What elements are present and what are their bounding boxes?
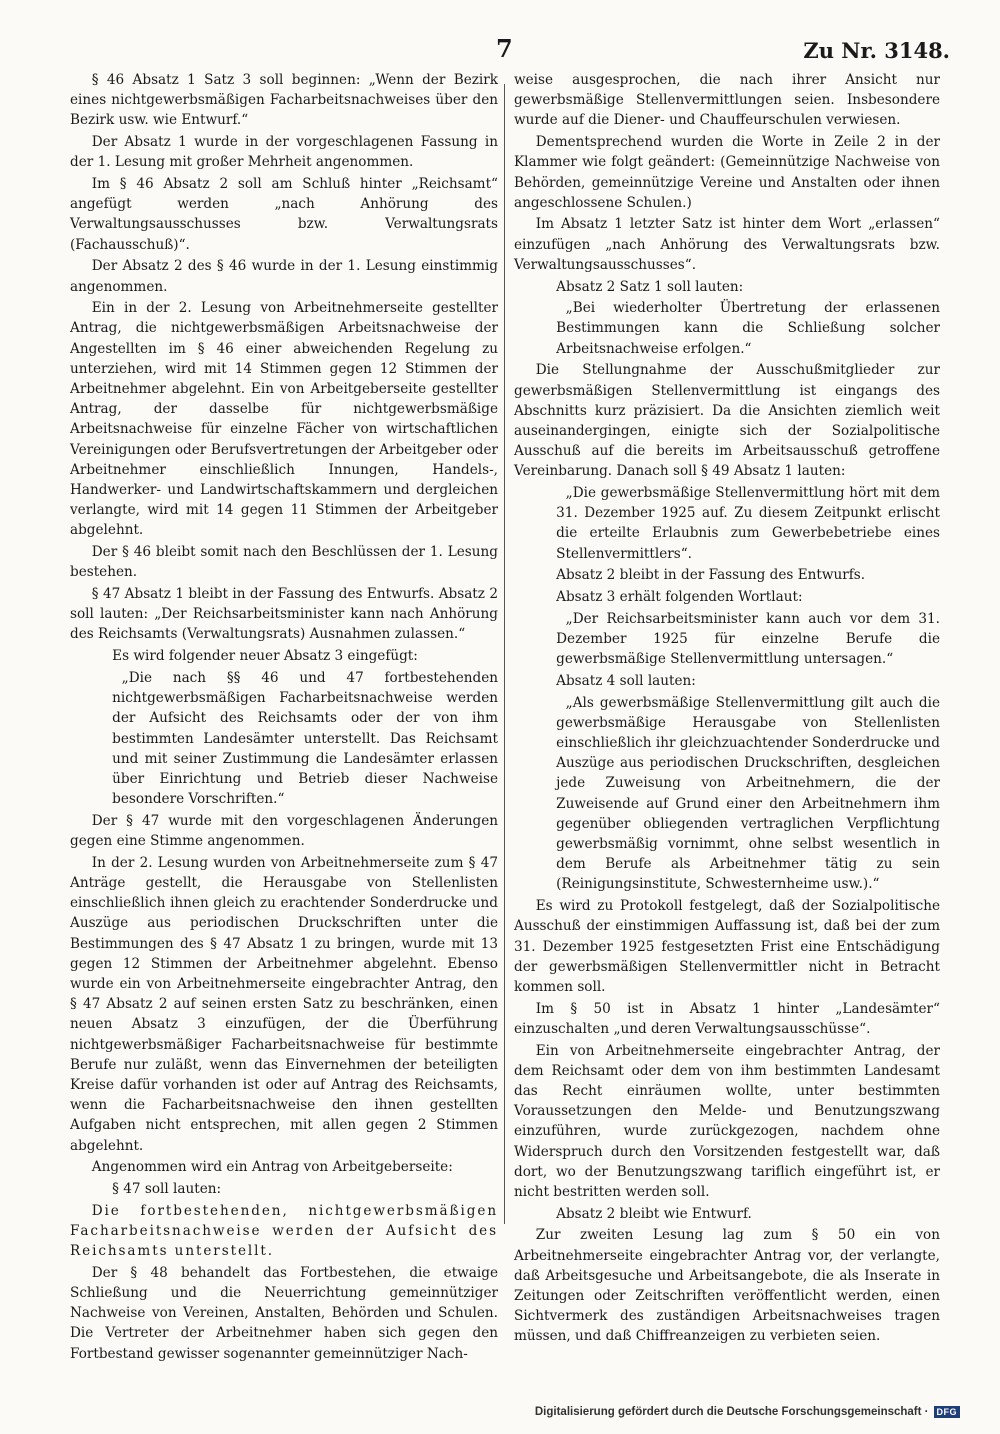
paragraph: Im § 46 Absatz 2 soll am Schluß hinter „Reichsamt“ angefügt werden „nach Anhörung des Verwaltungsausschusses bzw. Verwaltungsrats (Fachausschuß)“.	[70, 176, 498, 253]
credit-text: Digitalisierung gefördert durch die Deutsche Forschungsgemeinschaft ·	[534, 1406, 929, 1418]
paragraph: § 46 Absatz 1 Satz 3 soll beginnen: „Wenn der Bezirk eines nichtgewerbsmäßigen Facharbeitsnachweises über den Bezirk usw. wie Entwurf.“	[70, 72, 498, 129]
dfg-logo: DFG	[934, 1406, 961, 1418]
paragraph: Im Absatz 1 letzter Satz ist hinter dem Wort „erlassen“ einzufügen „nach Anhörung des Verwaltungsrats bzw. Verwaltungsausschusses“.	[514, 216, 940, 273]
paragraph: § 47 Absatz 1 bleibt in der Fassung des Entwurfs. Absatz 2 soll lauten: „Der Reichsarbeitsminister kann nach Anhörung des Reichsamts (Verwaltungsrats) Ausnahmen zulassen.“	[70, 586, 498, 643]
paragraph: Es wird folgender neuer Absatz 3 eingefügt:	[112, 648, 418, 665]
right-column	[514, 70, 940, 1348]
paragraph: Der Absatz 1 wurde in der vorgeschlagenen Fassung in der 1. Lesung mit großer Mehrheit angenommen.	[70, 134, 498, 171]
digitization-credit	[535, 1406, 960, 1418]
quoted-paragraph: „Als gewerbsmäßige Stellenvermittlung gilt auch die gewerbsmäßige Herausgabe von Stellenlisten einschließlich ihr gleichzuachtender Sonderdrucke und Auszüge aus periodischen Druckschriften, desgleichen jede Zuweisung von Arbeitnehmern, die der Zuweisende auf Grund einer den Arbeitnehmern ihm gegenüber obliegenden vertraglichen Verpflichtung gewerbsmäßig vornimmt, ohne selbst wesentlich in dem Berufe als Arbeitnehmer tätig zu sein (Reinigungsinstitute, Schwesternheime usw.).“	[556, 694, 940, 893]
paragraph: Der § 48 behandelt das Fortbestehen, die etwaige Schließung und die Neuerrichtung gemeinnütziger Nachweise von Vereinen, Anstalten, Behörden und Schulen. Die Vertreter der Arbeitnehmer haben sich gegen den Fortbestand gewisser sogenannter gemeinnütziger Nach-	[70, 1264, 498, 1362]
left-column	[70, 70, 498, 1365]
paragraph: Der Absatz 2 des § 46 wurde in der 1. Lesung einstimmig angenommen.	[70, 258, 498, 295]
spaced-paragraph: Die fortbestehenden, nichtgewerbsmäßigen Facharbeitsnachweise werden der Aufsicht des Reichsamts unterstellt.	[70, 1202, 498, 1260]
paragraph: Es wird zu Protokoll festgelegt, daß der Sozialpolitische Ausschuß der einstimmigen Auffassung ist, daß bei der zum 31. Dezember 1925 festgesetzten Frist eine Entschädigung der gewerbsmäßigen Stellenvermittler nicht in Betracht kommen soll.	[514, 898, 940, 995]
paragraph: Absatz 3 erhält folgenden Wortlaut:	[556, 589, 803, 606]
page-number: 7	[496, 34, 513, 63]
paragraph: weise ausgesprochen, die nach ihrer Ansicht nur gewerbsmäßige Stellenvermittlungen seien. Insbesondere wurde auf die Diener- und Chauffeurschulen verwiesen.	[514, 72, 940, 129]
quoted-paragraph: „Der Reichsarbeitsminister kann auch vor dem 31. Dezember 1925 für einzelne Berufe die gewerbsmäßige Stellenvermittlung untersagen.“	[556, 610, 940, 668]
paragraph: Der § 47 wurde mit den vorgeschlagenen Änderungen gegen eine Stimme angenommen.	[70, 812, 498, 850]
quoted-paragraph: „Die gewerbsmäßige Stellenvermittlung hört mit dem 31. Dezember 1925 auf. Zu diesem Zeitpunkt erlischt die erteilte Erlaubnis zum Gewerbebetriebe eines Stellenvermittlers“.	[556, 485, 940, 562]
column-divider	[504, 84, 505, 1224]
paragraph: Dementsprechend wurden die Worte in Zeile 2 in der Klammer wie folgt geändert: (Gemeinnützige Nachweise von Behörden, gemeinnützige Vereine und Anstalten oder ihnen angeschlossene Schulen.)	[514, 134, 940, 211]
paragraph: Absatz 2 bleibt in der Fassung des Entwurfs.	[556, 567, 866, 584]
paragraph: In der 2. Lesung wurden von Arbeitnehmerseite zum § 47 Anträge gestellt, die Herausgabe von Stellenlisten einschließlich ihnen gleich zu erachtender Sonderdrucke und Auszüge aus periodischen Druckschriften unter die Bestimmungen des § 47 Absatz 1 zu bringen, wurde mit 13 gegen 12 Stimmen der Arbeitnehmer abgelehnt. Ebenso wurde ein von Arbeitnehmerseite eingebrachter Antrag, den § 47 Absatz 2 auf seinen ersten Satz zu beschränken, einen neuen Absatz 3 einzufügen, der die Überführung nichtgewerbsmäßiger Facharbeitsnachweise für bestimmte Berufe nur zuläßt, wenn das Einvernehmen der beteiligten Kreise dafür vorhanden ist oder auf Antrag des Reichsamts, wenn die Facharbeitsnachweise den ihnen gestellten Aufgaben nicht entsprechen, mit allen gegen 2 Stimmen abgelehnt.	[70, 854, 498, 1154]
paragraph: Absatz 2 Satz 1 soll lauten:	[556, 278, 744, 295]
document-reference: Zu Nr. 3148.	[803, 38, 950, 63]
paragraph: Die Stellungnahme der Ausschußmitglieder zur gewerbsmäßigen Stellenvermittlung ist eingangs des Abschnitts kurz präzisiert. Da die Ansichten ziemlich weit auseinandergingen, einigte sich der Sozialpolitische Ausschuß auf die bereits im Arbeitsausschuß getroffene Vereinbarung. Danach soll § 49 Absatz 1 lauten:	[514, 362, 940, 480]
paragraph: Ein von Arbeitnehmerseite eingebrachter Antrag, der dem Reichsamt oder dem von ihm bestimmten Landesamt das Recht einräumen wollte, unter bestimmten Voraussetzungen den Melde- und Benutzungszwang einzuführen, wurde zurückgezogen, nachdem ohne Widerspruch durch den Vorsitzenden festgestellt war, daß dort, wo der Benutzungszwang tariflich eingeführt ist, er nicht bestritten werden soll.	[514, 1042, 940, 1200]
paragraph: Absatz 2 bleibt wie Entwurf.	[556, 1205, 752, 1222]
paragraph: Angenommen wird ein Antrag von Arbeitgeberseite:	[91, 1159, 453, 1176]
paragraph: § 47 soll lauten:	[112, 1180, 222, 1197]
paragraph: Absatz 4 soll lauten:	[556, 672, 696, 689]
quoted-paragraph: „Die nach §§ 46 und 47 fortbestehenden nichtgewerbsmäßigen Facharbeitsnachweise werden der Aufsicht des Reichsamts oder der von ihm bestimmten Landesämter unterstellt. Das Reichsamt und mit seiner Zustimmung die Landesämter erlassen über Einrichtung und Betrieb dieser Nachweise besondere Vorschriften.“	[112, 669, 498, 808]
paragraph: Der § 46 bleibt somit nach den Beschlüssen der 1. Lesung bestehen.	[70, 544, 498, 581]
quoted-paragraph: „Bei wiederholter Übertretung der erlassenen Bestimmungen kann die Schließung solcher Arbeitsnachweise erfolgen.“	[556, 300, 940, 357]
paragraph: Im § 50 ist in Absatz 1 hinter „Landesämter“ einzuschalten „und deren Verwaltungsausschüsse“.	[514, 1000, 940, 1037]
paragraph: Ein in der 2. Lesung von Arbeitnehmerseite gestellter Antrag, die nichtgewerbsmäßigen Arbeitsnachweise der Angestellten im § 46 einer abweichenden Regelung zu unterziehen, wird mit 14 Stimmen gegen 12 Stimmen der Arbeitnehmer abgelehnt. Ein von Arbeitgeberseite gestellter Antrag, der dasselbe für nichtgewerbsmäßige Arbeitsnachweise für einzelne Fächer von wirtschaftlichen Vereinigungen oder Berufsvertretungen der Arbeitgeber oder Arbeitnehmer einschließlich Innungen, Handels-, Handwerker- und Landwirtschaftskammern und dergleichen verlangte, wird mit 14 gegen 11 Stimmen der Arbeitgeber abgelehnt.	[70, 300, 498, 539]
paragraph: Zur zweiten Lesung lag zum § 50 ein von Arbeitnehmerseite eingebrachter Antrag vor, der verlangte, daß Arbeitsgesuche und Arbeitsangebote, die als Inserate in Zeitungen oder Zeitschriften veröffentlicht werden, einen Sichtvermerk des zuständigen Arbeitsnachweises tragen müssen, und daß Chiffreanzeigen zu verbieten seien.	[514, 1227, 940, 1345]
